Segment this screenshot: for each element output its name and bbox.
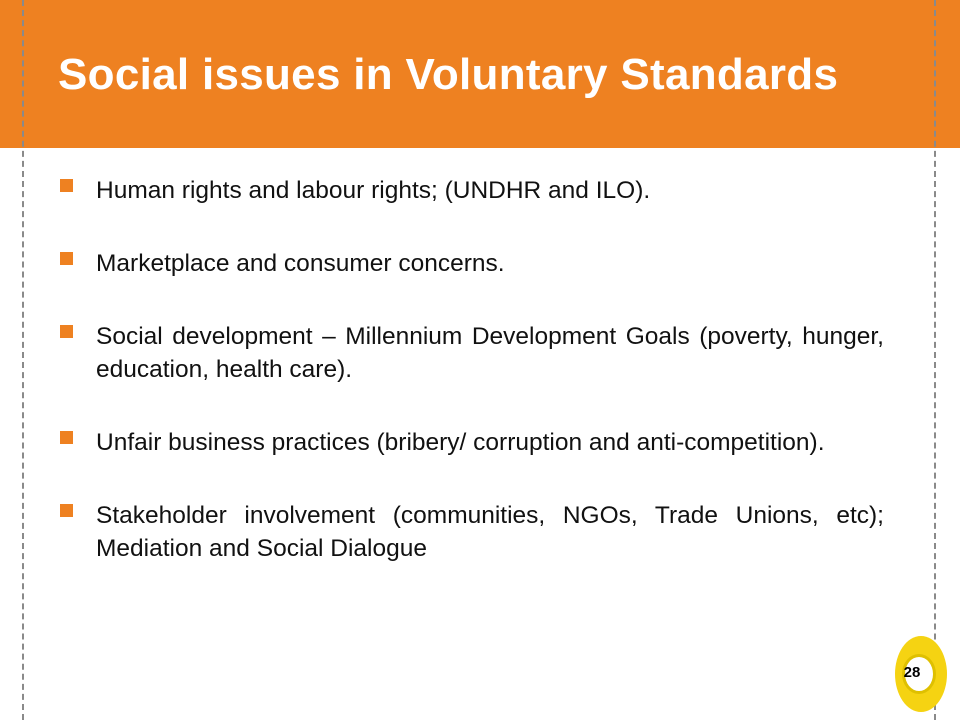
bullet-item bbox=[60, 320, 884, 386]
square-bullet-icon bbox=[60, 252, 73, 265]
bullet-item bbox=[60, 174, 884, 207]
title-banner bbox=[0, 0, 960, 148]
square-bullet-icon bbox=[60, 504, 73, 517]
bullet-item bbox=[60, 499, 884, 565]
bullet-text: Social development – Millennium Development Goals (poverty, hunger, education, health care). bbox=[96, 323, 884, 383]
bullet-text: Marketplace and consumer concerns. bbox=[96, 250, 505, 277]
bullet-text: Stakeholder involvement (communities, NGOs, Trade Unions, etc); Mediation and Social Dialogue bbox=[96, 502, 884, 562]
bullet-item bbox=[60, 426, 884, 459]
square-bullet-icon bbox=[60, 179, 73, 192]
page-number: 28 bbox=[903, 664, 921, 681]
slide-title: Social issues in Voluntary Standards bbox=[58, 50, 839, 99]
left-dashed-guide bbox=[22, 0, 24, 720]
right-dashed-guide bbox=[934, 0, 936, 720]
bullet-text: Unfair business practices (bribery/ corruption and anti-competition). bbox=[96, 429, 825, 456]
bullet-list bbox=[60, 174, 884, 605]
square-bullet-icon bbox=[60, 325, 73, 338]
square-bullet-icon bbox=[60, 431, 73, 444]
bullet-item bbox=[60, 247, 884, 280]
bullet-text: Human rights and labour rights; (UNDHR and ILO). bbox=[96, 177, 651, 204]
